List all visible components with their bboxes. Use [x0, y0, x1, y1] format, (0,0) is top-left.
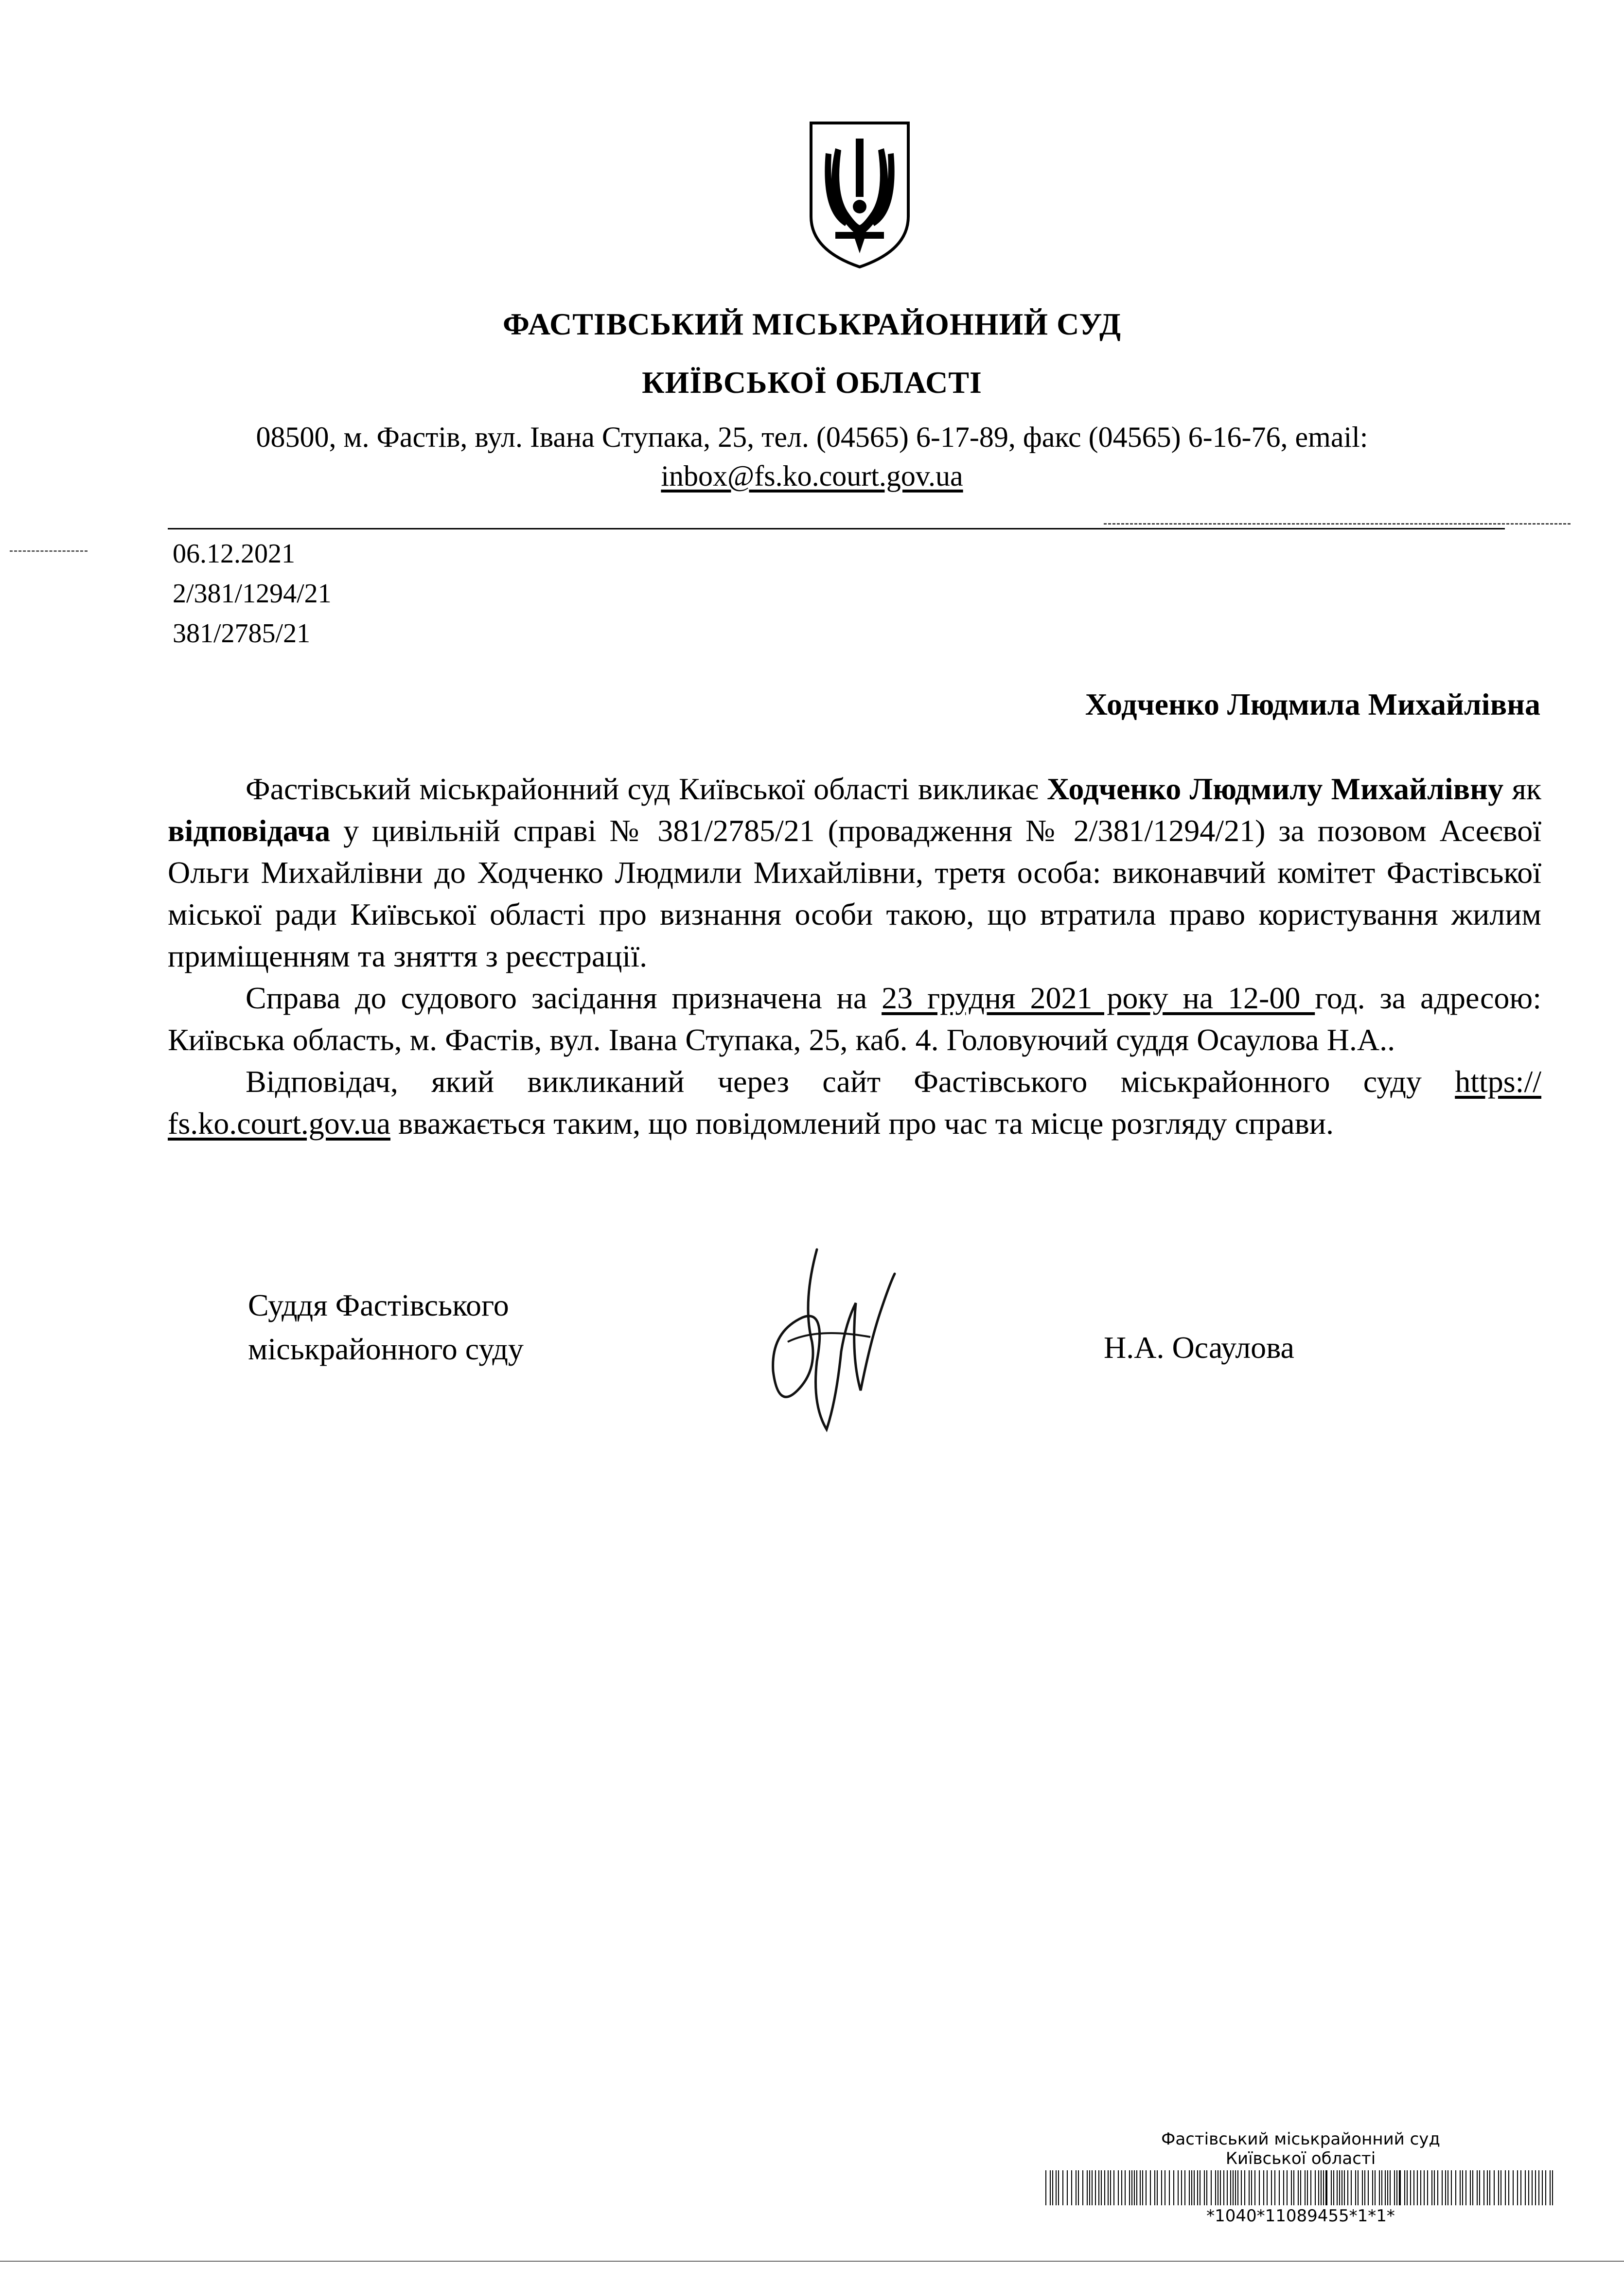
paragraph-summons: Фастівський міськрайонний суд Київської області викликає Ходченко Людмилу Михайлівну як відповідача у цивільній справі № 381/2785/21 (провадження № 2/381/1294/21) за позовом Асеєвої Ольги Михайлівни до Ходченко Людмили Михайлівни, третя особа: виконавчий комітет Фастівської міської ради Київської області про визнання особи такою, що втратила право користування жилим приміщенням та зняття з реєстрації.	[168, 772, 1542, 973]
handwritten-signature	[744, 1245, 904, 1449]
signatory-name: Н.А. Осаулова	[1104, 1330, 1294, 1365]
court-name-line2: КИЇВСЬКОЇ ОБЛАСТІ	[642, 365, 982, 400]
case-number: 381/2785/21	[173, 618, 311, 649]
court-website-link[interactable]: https:// fs.ko.court.gov.ua	[168, 1064, 1541, 1141]
document-date: 06.12.2021	[173, 539, 295, 569]
court-address: 08500, м. Фастів, вул. Івана Ступака, 25, тел. (04565) 6-17-89, факс (04565) 6-16-76, email:	[256, 421, 1368, 453]
court-name-line1: ФАСТІВСЬКИЙ МІСЬКРАЙОННИЙ СУД	[503, 307, 1121, 341]
trident-coat-of-arms-icon	[806, 119, 913, 271]
header-divider-dashed	[1104, 523, 1571, 525]
signatory-title: Суддя Фастівського міськрайонного суду	[248, 1288, 524, 1366]
barcode-icon	[1045, 2170, 1556, 2205]
paragraph-notice: Відповідач, який викликаний через сайт Фастівського міськрайонного суду https:// fs.ko.court.gov.ua вважається таким, що повідомлений про час та місце розгляду справи.	[168, 1064, 1541, 1141]
barcode-number: *1040*11089455*1*1*	[1206, 2206, 1395, 2226]
hearing-datetime: 23 грудня 2021 року на 12-00	[882, 981, 1315, 1015]
court-email-link[interactable]: inbox@fs.ko.court.gov.ua	[661, 460, 963, 492]
bottom-scan-line	[0, 2261, 1624, 2262]
addressee-name: Ходченко Людмила Михайлівна	[1085, 687, 1540, 721]
stamp-court-name: Фастівський міськрайонний суд	[1161, 2129, 1440, 2149]
defendant-name: Ходченко Людмилу Михайлівну	[1047, 772, 1504, 806]
stamp-region: Київської області	[1225, 2149, 1376, 2168]
paragraph-hearing: Справа до судового засідання призначена на 23 грудня 2021 року на 12-00 год. за адресою: Київська область, м. Фастів, вул. Івана Ступака, 25, каб. 4. Головуючий суддя Осаулова Н.А..	[168, 981, 1542, 1057]
registration-stamp	[1045, 2129, 1556, 2226]
proceeding-number: 2/381/1294/21	[173, 579, 332, 609]
margin-dash	[10, 550, 88, 552]
letter-body	[168, 768, 1541, 1144]
header-divider	[168, 528, 1505, 529]
defendant-role: відповідача	[168, 813, 331, 848]
